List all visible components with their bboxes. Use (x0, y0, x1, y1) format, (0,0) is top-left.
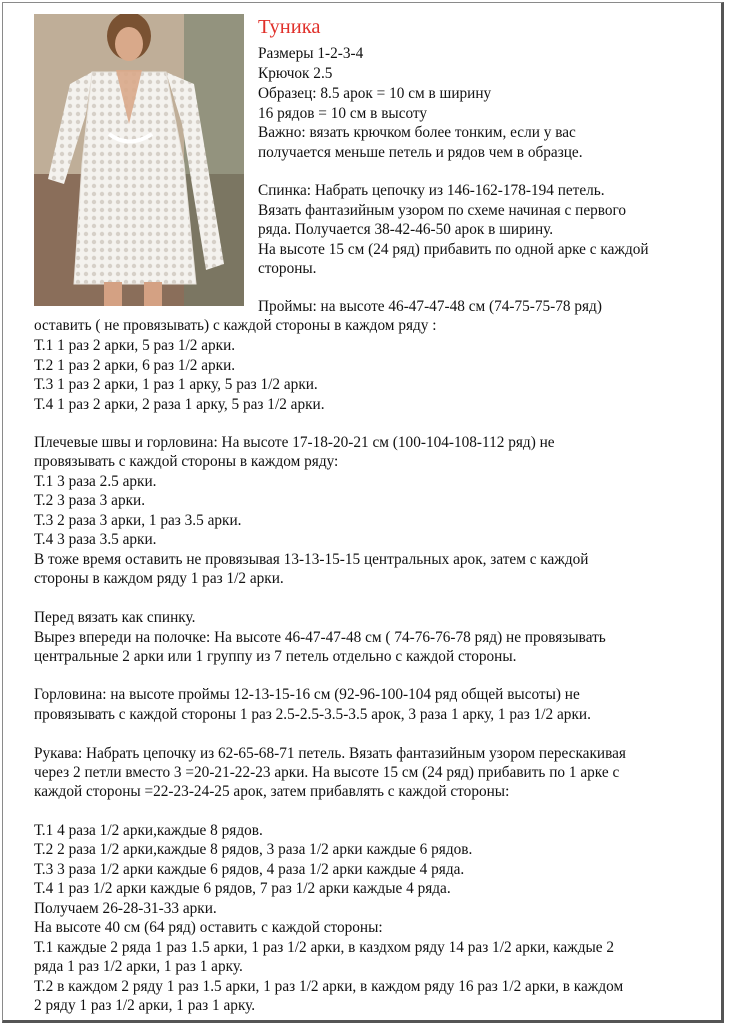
front-line: Вырез впереди на полочке: На высоте 46-47-47-48 см ( 74-76-76-78 ряд) не провязывать (34, 629, 606, 646)
shoulders-line: Плечевые швы и горловина: На высоте 17-18-20-21 см (100-104-108-112 ряд) не (34, 434, 555, 451)
sleeve-increase-line: Т.2 2 раза 1/2 арки,каждые 8 рядов, 3 раза 1/2 арки каждые 6 рядов. (34, 841, 473, 858)
header-line: 16 рядов = 10 см в высоту (258, 105, 428, 122)
sleeve-increase-line: На высоте 40 см (64 ряд) оставить с каждой стороны: (34, 919, 383, 936)
back-line: На высоте 15 см (24 ряд) прибавить по одной арке с каждой (258, 241, 649, 258)
tunic-photo (34, 14, 244, 306)
sleeve-increase-line: Получаем 26-28-31-33 арки. (34, 900, 217, 917)
sleeves-line: Рукава: Набрать цепочку из 62-65-68-71 петель. Вязать фантазийным узором перескакивая (34, 745, 626, 762)
sleeve-increase-line: Т.2 в каждом 2 ряду 1 раз 1.5 арки, 1 раз 1/2 арки, в каждом ряду 16 раз 1/2 арки, в каждом (34, 978, 624, 995)
shoulders-line: Т.1 3 раза 2.5 арки. (34, 473, 157, 490)
armholes-line: Проймы: на высоте 46-47-47-48 см (74-75-75-78 ряд) (258, 298, 602, 315)
armholes-line: Т.2 1 раз 2 арки, 6 раз 1/2 арки. (34, 357, 236, 374)
front-line: Перед вязать как спинку. (34, 609, 196, 626)
armholes-line: Т.3 1 раз 2 арки, 1 раз 1 арку, 5 раз 1/2 арки. (34, 376, 318, 393)
page-title: Туника (258, 16, 321, 38)
shoulders-line: провязывать с каждой стороны в каждом ряду: (34, 453, 339, 470)
sleeve-increase-line: 2 ряду 1 раз 1/2 арки, 1 раз 1 арку. (34, 997, 256, 1014)
back-line: Спинка: Набрать цепочку из 146-162-178-194 петель. (258, 182, 605, 199)
back-line: ряда. Получается 38-42-46-50 арок в ширину. (258, 221, 554, 238)
shoulders-line: Т.2 3 раза 3 арки. (34, 492, 146, 509)
header-line: Образец: 8.5 арок = 10 см в ширину (258, 85, 492, 102)
armholes-line: Т.4 1 раз 2 арки, 2 раза 1 арку, 5 раз 1/2 арки. (34, 396, 325, 413)
sleeves-line: через 2 петли вместо 3 =20-21-22-23 арки. На высоте 15 см (24 ряд) прибавить по 1 арке с (34, 764, 620, 781)
armholes-line: Т.1 1 раз 2 арки, 5 раз 1/2 арки. (34, 337, 236, 354)
sleeve-increase-line: Т.1 каждые 2 ряда 1 раз 1.5 арки, 1 раз 1/2 арки, в каздхом ряду 14 раз 1/2 арки, каждые 2 (34, 939, 615, 956)
header-line: Важно: вязать крючком более тонким, если у вас (258, 124, 576, 141)
sleeve-increase-line: Т.4 1 раз 1/2 арки каждые 6 рядов, 7 раз 1/2 арки каждые 4 ряда. (34, 880, 451, 897)
sleeves-line: каждой стороны =22-23-24-25 арок, затем прибавлять с каждой стороны: (34, 783, 510, 800)
header-line: Крючок 2.5 (258, 65, 333, 82)
shoulders-line: Т.4 3 раза 3.5 арки. (34, 531, 157, 548)
shoulders-line: стороны в каждом ряду 1 раз 1/2 арки. (34, 570, 284, 587)
sleeve-increase-line: Т.1 4 раза 1/2 арки,каждые 8 рядов. (34, 822, 263, 839)
sleeve-increase-line: ряда 1 раз 1/2 арки, 1 раз 1 арку. (34, 958, 243, 975)
back-line: стороны. (258, 260, 317, 277)
neck-line: Горловина: на высоте проймы 12-13-15-16 см (92-96-100-104 ряд общей высоты) не (34, 686, 580, 703)
armholes-line: оставить ( не провязывать) с каждой стороны в каждом ряду : (34, 317, 437, 334)
back-line: Вязать фантазийным узором по схеме начиная с первого (258, 202, 627, 219)
crochet-tunic-photo-icon (34, 14, 244, 306)
neck-line: провязывать с каждой стороны 1 раз 2.5-2.5-3.5-3.5 арок, 3 раза 1 арку, 1 раз 1/2 арки. (34, 706, 591, 723)
front-line: центральные 2 арки или 1 группу из 7 петель отдельно с каждой стороны. (34, 648, 517, 665)
header-line: Размеры 1-2-3-4 (258, 45, 364, 62)
sleeve-increase-line: Т.3 3 раза 1/2 арки каждые 6 рядов, 4 раза 1/2 арки каждые 4 ряда. (34, 861, 465, 878)
shoulders-line: В тоже время оставить не провязывая 13-13-15-15 центральных арок, затем с каждой (34, 551, 589, 568)
header-line: получается меньше петель и рядов чем в образце. (258, 144, 583, 161)
shoulders-line: Т.3 2 раза 3 арки, 1 раз 3.5 арки. (34, 512, 242, 529)
